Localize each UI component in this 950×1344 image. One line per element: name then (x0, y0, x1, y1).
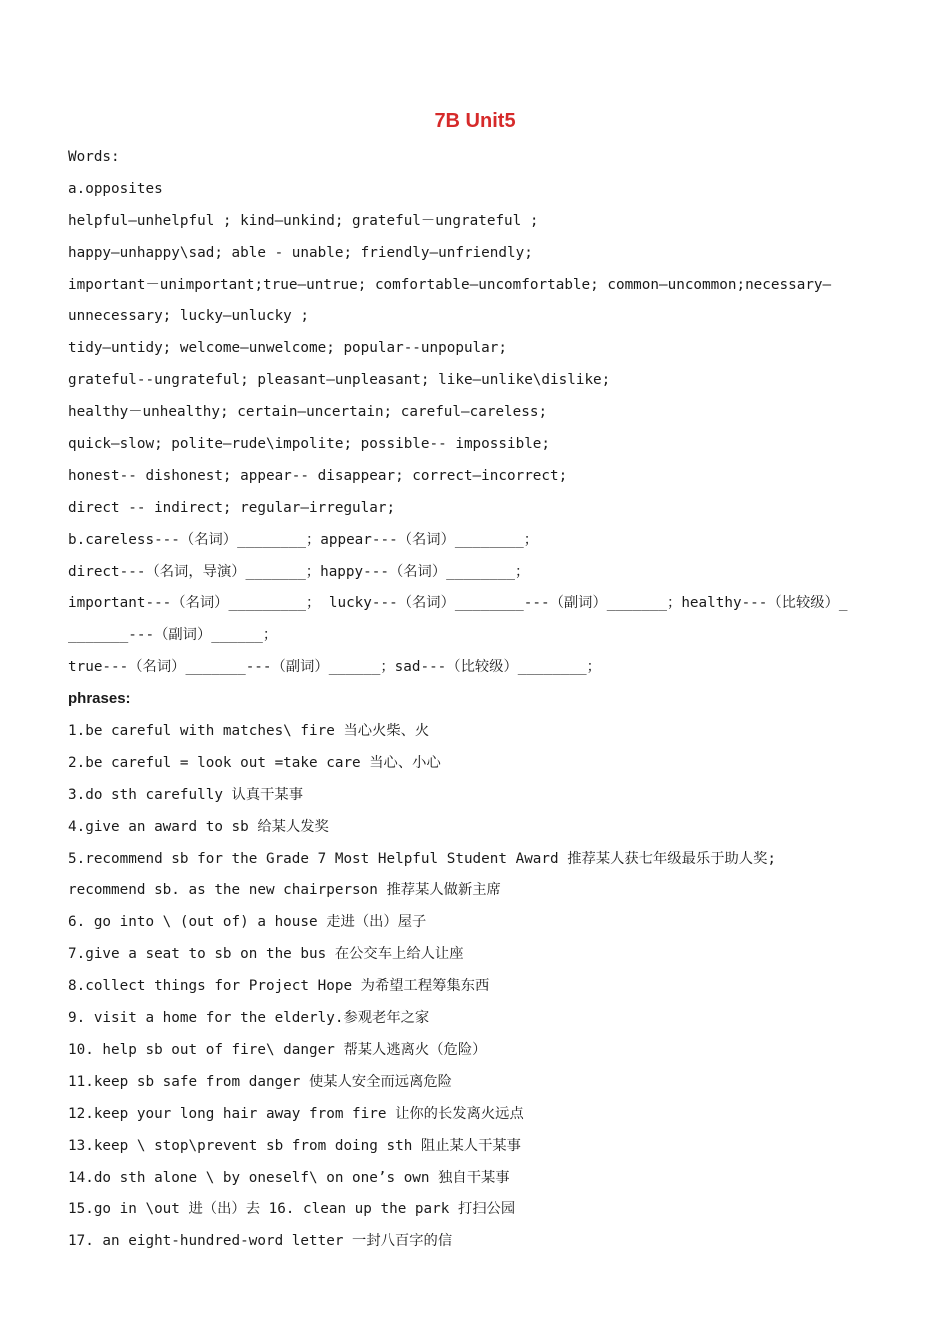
phrase-item: 14.do sth alone \ by oneself\ on one’s own 独自干某事 (68, 1169, 510, 1186)
phrase-item: 10. help sb out of fire\ danger 帮某人逃离火（危险） (68, 1041, 487, 1058)
phrase-item: 8.collect things for Project Hope 为希望工程筹集东西 (68, 978, 490, 995)
exercise-line: direct---（名词，导演）_______；happy---（名词）________； (68, 563, 530, 580)
text-line: grateful--ungrateful; pleasant—unpleasant; like—unlike\dislike; (68, 372, 611, 389)
text-line: helpful—unhelpful ; kind—unkind; grateful－ungrateful ; (68, 212, 539, 229)
document-body (68, 146, 888, 1262)
section-a-heading: a.opposites (68, 180, 163, 197)
phrase-item: 7.give a seat to sb on the bus 在公交车上给人让座 (68, 946, 464, 963)
text-line: quick—slow; polite—rude\impolite; possible-- impossible; (68, 436, 551, 453)
phrase-item: 11.keep sb safe from danger 使某人安全而远离危险 (68, 1073, 452, 1090)
words-heading: Words: (68, 149, 120, 165)
phrase-item: 5.recommend sb for the Grade 7 Most Helpful Student Award 推荐某人获七年级最乐于助人奖; (68, 850, 776, 867)
exercise-line: b.careless---（名词）________；appear---（名词）________； (68, 531, 539, 548)
phrase-item: 1.be careful with matches\ fire 当心火柴、火 (68, 723, 430, 740)
page-title: 7B Unit5 (434, 110, 516, 132)
phrase-item: 3.do sth carefully 认真干某事 (68, 786, 304, 803)
text-line: unnecessary; lucky—unlucky ; (68, 308, 310, 325)
text-line: tidy—untidy; welcome—unwelcome; popular--unpopular; (68, 340, 507, 357)
exercise-line: true---（名词）_______---（副词）______；sad---（比较级）________； (68, 659, 601, 676)
exercise-line: _______---（副词）______； (68, 627, 278, 644)
phrase-item: 9. visit a home for the elderly.参观老年之家 (68, 1010, 430, 1027)
phrase-item: 4.give an award to sb 给某人发奖 (68, 818, 329, 835)
text-line: important－unimportant;true—untrue; comfortable—uncomfortable; common—uncommon;necessary— (68, 276, 832, 293)
phrase-item: 12.keep your long hair away from fire 让你的长发离火远点 (68, 1105, 524, 1122)
phrase-item: 2.be careful = look out =take care 当心、小心 (68, 754, 441, 771)
phrases-heading: phrases: (68, 690, 131, 708)
text-line: happy—unhappy\sad; able - unable; friendly—unfriendly; (68, 244, 533, 261)
phrase-item: 17. an eight-hundred-word letter 一封八百字的信 (68, 1233, 453, 1250)
phrase-item: 6. go into \ (out of) a house 走进（出）屋子 (68, 914, 427, 931)
text-line: healthy－unhealthy; certain—uncertain; careful—careless; (68, 404, 548, 421)
text-line: honest-- dishonest; appear-- disappear; correct—incorrect; (68, 467, 568, 484)
exercise-line: important---（名词）_________； lucky---（名词）________---（副词）_______；healthy---（比较级）_ (68, 595, 848, 612)
text-line: direct -- indirect; regular—irregular; (68, 499, 396, 516)
phrase-item: 13.keep \ stop\prevent sb from doing sth 阻止某人干某事 (68, 1137, 521, 1154)
phrase-item: 15.go in \out 进（出）去 16. clean up the park 打扫公园 (68, 1201, 516, 1218)
phrase-item: recommend sb. as the new chairperson 推荐某人做新主席 (68, 882, 501, 899)
